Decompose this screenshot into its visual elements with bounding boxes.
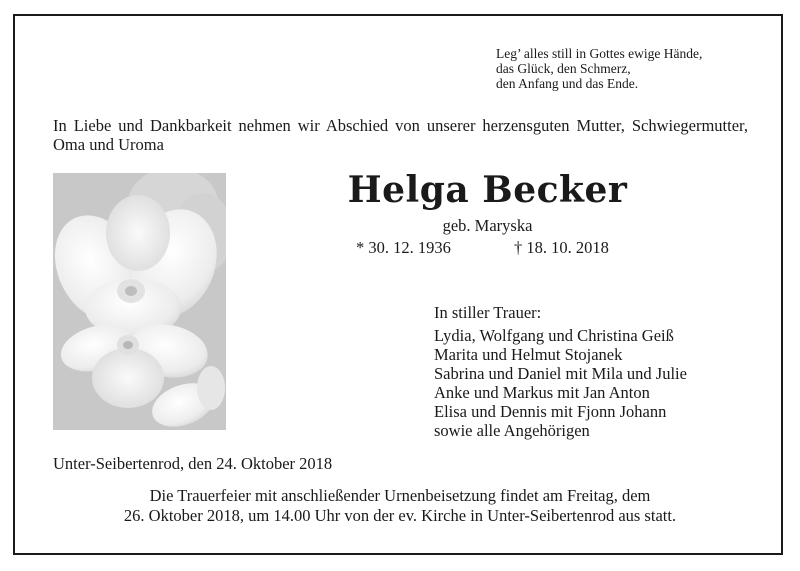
- orchid-photo: [53, 173, 226, 430]
- deceased-name: Helga Becker: [347, 169, 628, 211]
- funeral-service-info: [40, 486, 760, 526]
- service-line: 26. Oktober 2018, um 14.00 Uhr von der ev. Kirche in Unter-Seibertenrod aus statt.: [123, 506, 677, 525]
- intro-text: In Liebe und Dankbarkeit nehmen wir Abschied von unserer herzensguten Mutter, Schwiegermutter, Oma und Uroma: [53, 116, 748, 154]
- orchid-flower-icon: [53, 173, 226, 430]
- verse-line: den Anfang und das Ende.: [496, 76, 639, 91]
- mourners-block: [434, 303, 687, 440]
- verse-quote: [496, 46, 702, 91]
- mourner-line: Elisa und Dennis mit Fjonn Johann: [434, 402, 667, 421]
- death-date: † 18. 10. 2018: [514, 238, 609, 257]
- mourner-line: Sabrina und Daniel mit Mila und Julie: [434, 364, 687, 383]
- mourners-heading: In stiller Trauer:: [434, 303, 542, 322]
- maiden-name: geb. Maryska: [442, 216, 533, 235]
- mourner-line: Anke und Markus mit Jan Anton: [434, 383, 650, 402]
- service-line: Die Trauerfeier mit anschließender Urnenbeisetzung findet am Freitag, dem: [149, 486, 651, 505]
- birth-date: * 30. 12. 1936: [356, 238, 451, 257]
- verse-line: das Glück, den Schmerz,: [496, 61, 631, 76]
- verse-line: Leg’ alles still in Gottes ewige Hände,: [496, 46, 703, 61]
- mourner-line: Marita und Helmut Stojanek: [434, 345, 623, 364]
- mourner-line: Lydia, Wolfgang und Christina Geiß: [434, 326, 674, 345]
- place-and-date: Unter-Seibertenrod, den 24. Oktober 2018: [53, 454, 333, 473]
- mourner-line: sowie alle Angehörigen: [434, 421, 590, 440]
